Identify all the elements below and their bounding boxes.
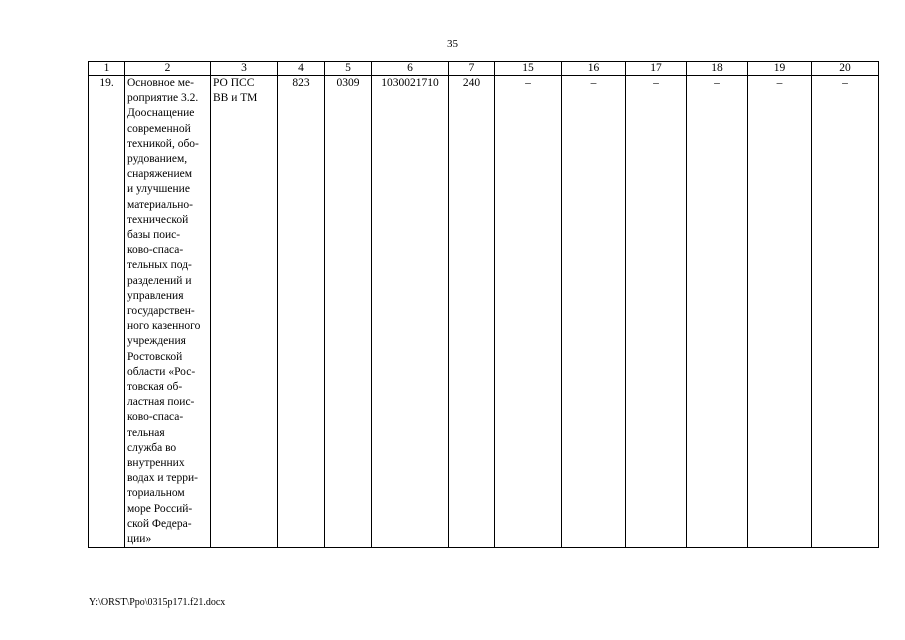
measure-name-line: ской Федера- (127, 517, 192, 530)
measure-name-line: современной (127, 122, 191, 135)
measure-name-line: Дооснащение (127, 107, 195, 120)
header-col-19: 19 (748, 62, 812, 76)
measure-name-line: государствен- (127, 305, 195, 318)
header-col-18: 18 (687, 62, 748, 76)
rzpr-cell: 0309 (325, 76, 372, 548)
measure-name-line: водах и терри- (127, 472, 198, 485)
measure-name-line: внутренних (127, 457, 185, 470)
measure-name-line: служба во (127, 441, 177, 454)
measure-name-line: Ростовской (127, 350, 183, 363)
measure-name-line: Основное ме- (127, 77, 194, 89)
measure-name-line: снаряжением (127, 168, 192, 181)
header-col-5: 5 (325, 62, 372, 76)
header-col-15: 15 (495, 62, 562, 76)
measure-name-line: ториальном (127, 487, 185, 500)
measure-name-line: разделений и (127, 274, 192, 287)
header-col-4: 4 (278, 62, 325, 76)
row-number-cell: 19. (89, 76, 125, 548)
measure-name-line: технической (127, 213, 189, 226)
page-number: 35 (447, 38, 458, 50)
col-16-cell: – (562, 76, 626, 548)
header-col-1: 1 (89, 62, 125, 76)
header-col-20: 20 (812, 62, 879, 76)
measure-name-line: ково-спаса- (127, 244, 184, 257)
measure-name-cell (125, 76, 211, 548)
measure-name-line: товская об- (127, 381, 183, 394)
grbs-cell: 823 (278, 76, 325, 548)
measure-name-line: управления (127, 289, 184, 302)
header-col-7: 7 (449, 62, 495, 76)
measure-name-line: роприятие 3.2. (127, 92, 199, 105)
executor-line: ВВ и ТМ (213, 92, 258, 105)
budget-table (88, 61, 879, 548)
header-col-2: 2 (125, 62, 211, 76)
measure-name-line: тельных под- (127, 259, 192, 272)
measure-name-line: ластная поис- (127, 396, 195, 409)
executor-line: РО ПСС (213, 77, 255, 89)
measure-name-line: рудованием, (127, 153, 188, 166)
col-19-cell: – (748, 76, 812, 548)
col-17-cell: – (626, 76, 687, 548)
measure-name-line: материально- (127, 198, 193, 211)
measure-name-line: ного казенного (127, 320, 201, 333)
header-col-16: 16 (562, 62, 626, 76)
footer-file-path: Y:\ORST\Ppo\0315p171.f21.docx (89, 597, 226, 608)
col-15-cell: – (495, 76, 562, 548)
measure-name-line: и улучшение (127, 183, 190, 196)
measure-name-line: море Россий- (127, 502, 193, 515)
header-col-6: 6 (372, 62, 449, 76)
measure-name-line: тельная (127, 426, 165, 439)
csr-cell: 1030021710 (372, 76, 449, 548)
col-20-cell: – (812, 76, 879, 548)
header-col-17: 17 (626, 62, 687, 76)
col-18-cell: – (687, 76, 748, 548)
header-row (89, 62, 879, 76)
vr-cell: 240 (449, 76, 495, 548)
header-col-3: 3 (211, 62, 278, 76)
measure-name-line: базы поис- (127, 229, 181, 242)
measure-name-line: области «Рос- (127, 365, 196, 378)
measure-name-line: ции» (127, 533, 152, 546)
measure-name-line: ково-спаса- (127, 411, 184, 424)
measure-name-line: учреждения (127, 335, 186, 348)
executor-cell (211, 76, 278, 548)
measure-name-line: техникой, обо- (127, 137, 199, 150)
table-row (89, 76, 879, 548)
